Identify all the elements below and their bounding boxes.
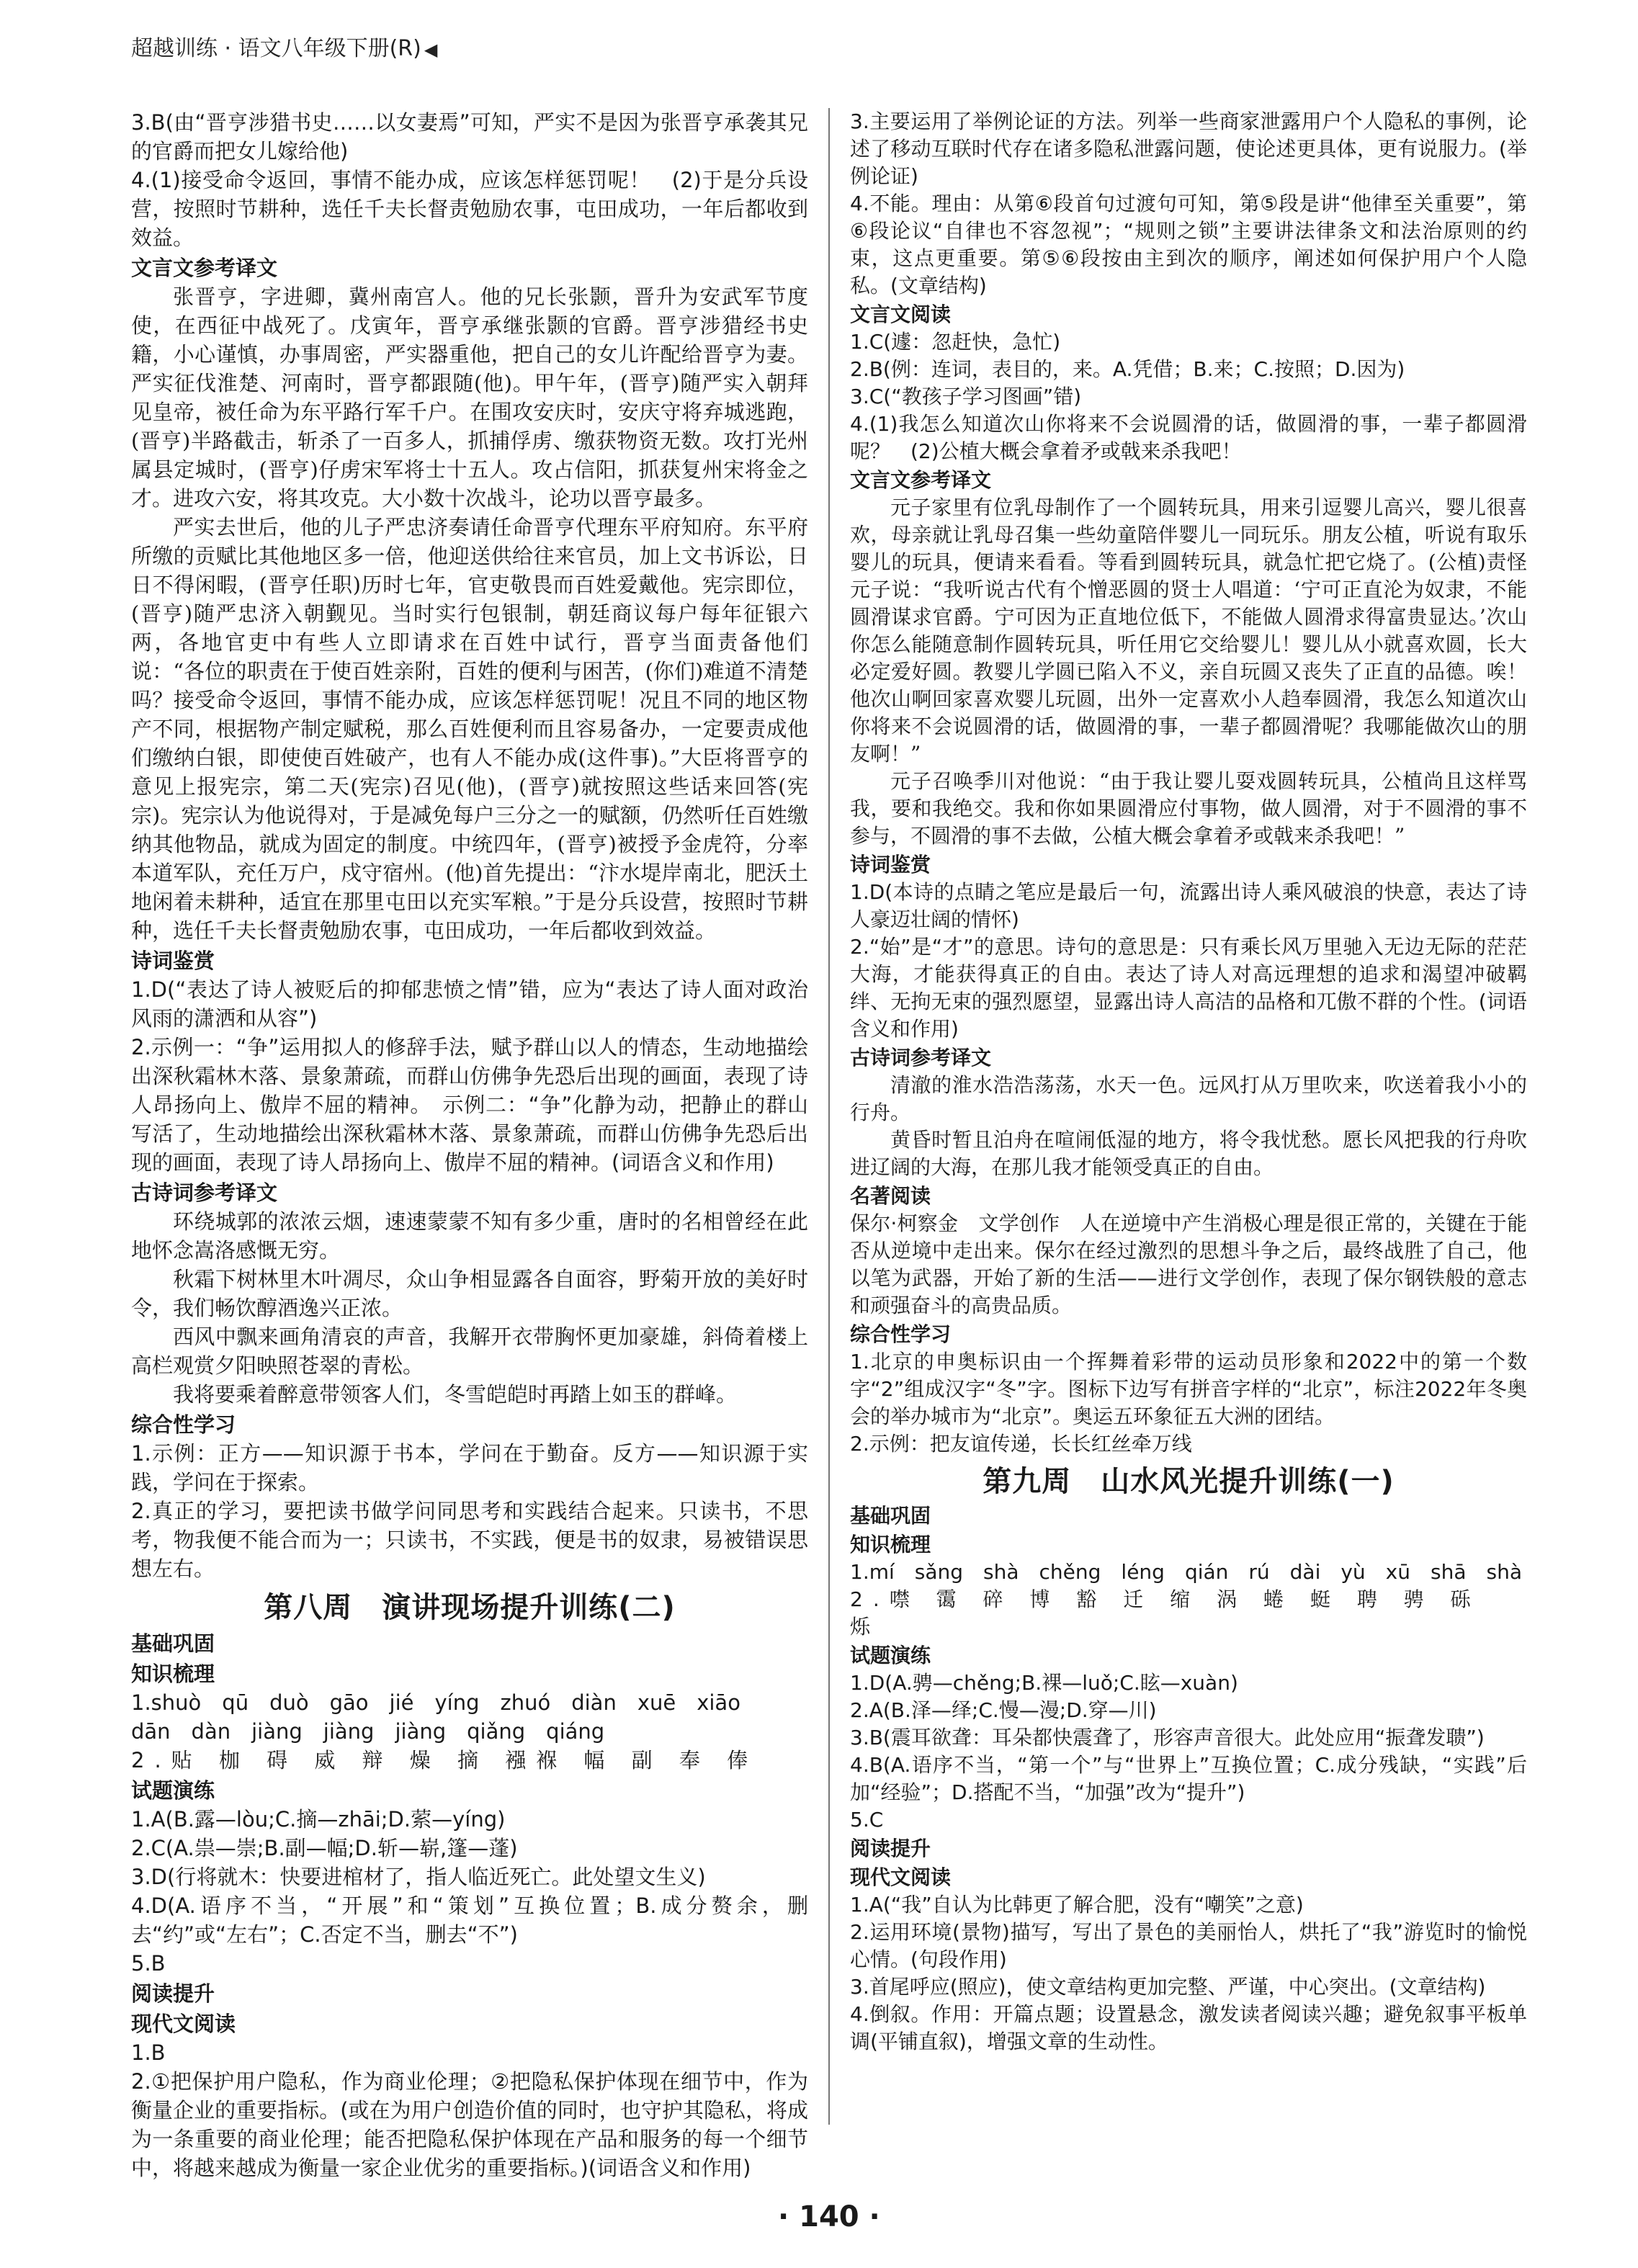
- page-number: · 140 ·: [778, 2200, 880, 2233]
- right-column: [850, 108, 1527, 2056]
- answer-item: 2.运用环境(景物)描写，写出了景色的美丽怡人，烘托了“我”游览时的愉悦心情。(句段作用): [850, 1920, 1527, 1971]
- section-heading: 试题演练: [850, 1644, 931, 1667]
- header-title: 超越训练 · 语文八年级下册(R): [131, 36, 421, 61]
- section-heading: 阅读提升: [850, 1837, 931, 1860]
- answer-item: 2.①把保护用户隐私，作为商业伦理；②把隐私保护体现在细节中，作为衡量企业的重要指标。(或在为用户创造价值的同时，也守护其隐私，将成为一条重要的商业伦理；能否把隐私保护体现在产品和服务的每一个细节中，将越来越成为衡量一家企业优劣的重要指标。)(词语含义和作用): [131, 2069, 808, 2180]
- left-column: [131, 108, 808, 2182]
- translation-paragraph: 张晋亨，字进卿，冀州南宫人。他的兄长张颢，晋升为安武军节度使，在西征中战死了。戊寅年，晋亨承继张颢的官爵。晋亨涉猎经书史籍，小心谨慎，办事周密，严实器重他，把自己的女儿许配给晋亨为妻。严实征伐淮楚、河南时，晋亨都跟随(他)。甲午年，(晋亨)随严实入朝拜见皇帝，被任命为东平路行军千户。在围攻安庆时，安庆守将弃城逃跑，(晋亨)半路截击，斩杀了一百多人，抓捕俘虏、缴获物资无数。攻打光州属县定城时，(晋亨)仔虏宋军将士十五人。攻占信阳，抓获复州宋将金之才。进攻六安，将其攻克。大小数十次战斗，论功以晋亨最多。: [131, 284, 808, 511]
- translation-paragraph: 黄昏时暂且泊舟在喧闹低湿的地方，将令我忧愁。愿长风把我的行舟吹进辽阔的大海，在那儿我才能领受真正的自由。: [850, 1128, 1527, 1179]
- translation-paragraph: 环绕城郭的浓浓云烟，速速蒙蒙不知有多少重，唐时的名相曾经在此地怀念嵩洛感慨无穷。: [131, 1209, 808, 1263]
- answer-item: 1.D(“表达了诗人被贬后的抑郁悲愤之情”错，应为“表达了诗人面对政治风雨的潇洒和从容”): [131, 977, 808, 1031]
- column-divider: [828, 108, 830, 2125]
- section-heading: 知识梳理: [850, 1533, 931, 1556]
- answer-item: 5.C: [850, 1808, 884, 1832]
- answer-item: 1.示例：正方——知识源于书本，学问在于勤奋。反方——知识源于实践，学问在于探索。: [131, 1441, 808, 1494]
- section-heading: 现代文阅读: [850, 1865, 952, 1889]
- section-heading: 阅读提升: [131, 1981, 215, 2006]
- answer-item: 4.(1)我怎么知道次山你将来不会说圆滑的话，做圆滑的事，一辈子都圆滑呢？ (2)公植大概会拿着矛或戟来杀我吧！: [850, 412, 1527, 463]
- section-heading: 文言文阅读: [850, 302, 952, 326]
- answer-item: 4.(1)接受命令返回，事情不能办成，应该怎样惩罚呢！ (2)于是分兵设营，按照时节耕种，选任千夫长督责勉励农事，屯田成功，一年后都收到效益。: [131, 168, 808, 250]
- week-title: 第九周 山水风光提升训练(一): [983, 1465, 1395, 1498]
- pinyin-line: 1.shuò qū duò gāo jié yíng zhuó diàn xuē xiāo: [131, 1690, 740, 1715]
- section-heading: 知识梳理: [131, 1662, 215, 1686]
- section-heading: 古诗词参考译文: [131, 1180, 278, 1205]
- section-heading: 综合性学习: [850, 1322, 952, 1346]
- translation-paragraph: 清澈的淮水浩浩荡荡，水天一色。远风打从万里吹来，吹送着我小小的行舟。: [850, 1073, 1527, 1124]
- section-heading: 综合性学习: [131, 1412, 236, 1437]
- section-heading: 现代文阅读: [131, 2012, 236, 2036]
- running-header: [131, 30, 437, 62]
- section-heading: 试题演练: [131, 1778, 215, 1803]
- triangle-marker-icon: ◀: [424, 40, 438, 60]
- translation-paragraph: 秋霜下树林里木叶凋尽，众山争相显露各自面容，野菊开放的美好时令，我们畅饮醇酒逸兴正浓。: [131, 1267, 808, 1320]
- week-title: 第八周 演讲现场提升训练(二): [264, 1591, 676, 1624]
- answer-item: 4.B(A.语序不当，“第一个”与“世界上”互换位置；C.成分残缺，“实践”后加“经验”；D.搭配不当，“加强”改为“提升”): [850, 1753, 1527, 1804]
- answer-item: 1.D(本诗的点睛之笔应是最后一句，流露出诗人乘风破浪的快意，表达了诗人豪迈壮阔的情怀): [850, 880, 1527, 931]
- answer-item: 3.首尾呼应(照应)，使文章结构更加完整、严谨，中心突出。(文章结构): [850, 1975, 1486, 1999]
- answer-item: 2.A(B.泽—绎;C.慢—漫;D.穿—川): [850, 1698, 1157, 1722]
- answer-item: 3.D(行将就木：快要进棺材了，指人临近死亡。此处望文生义): [131, 1865, 706, 1889]
- section-heading: 基础巩固: [131, 1631, 215, 1656]
- translation-paragraph: 我将要乘着醉意带领客人们，冬雪皑皑时再踏上如玉的群峰。: [173, 1382, 738, 1407]
- answer-item: 2.真正的学习，要把读书做学问同思考和实践结合起来。只读书，不思考，物我便不能合而为一；只读书，不实践，便是书的奴隶，易被错误思想左右。: [131, 1499, 808, 1581]
- pinyin-line: 1.mí sǎng shà chěng léng qián rú dài yù xū shā shà: [850, 1560, 1522, 1584]
- answer-item: 3.B(由“晋亨涉猎书史……以女妻焉”可知，严实不是因为张晋亨承袭其兄的官爵而把女儿嫁给他): [131, 110, 808, 163]
- answer-item: 1.C(遽：忽赶快，急忙): [850, 330, 1061, 354]
- answer-item: 2.“始”是“才”的意思。诗句的意思是：只有乘长风万里驰入无边无际的茫茫大海，才能获得真正的自由。表达了诗人对高远理想的追求和渴望冲破羁绊、无拘无束的强烈愿望，显露出诗人高洁的品格和兀傲不群的个性。(词语含义和作用): [850, 935, 1527, 1041]
- answer-item: 保尔·柯察金 文学创作 人在逆境中产生消极心理是很正常的，关键在于能否从逆境中走出来。保尔在经过激烈的思想斗争之后，最终战胜了自己，他以笔为武器，开始了新的生活——进行文学创作，表现了保尔钢铁般的意志和顽强奋斗的高贵品质。: [850, 1211, 1527, 1317]
- answer-item: 1.北京的申奥标识由一个挥舞着彩带的运动员形象和2022中的第一个数字“2”组成汉字“冬”字。图标下边写有拼音字样的“北京”，标注2022年冬奥会的举办城市为“北京”。奥运五环象征五大洲的团结。: [850, 1350, 1527, 1428]
- pinyin-line: dān dàn jiàng jiàng jiàng qiǎng qiáng: [131, 1719, 605, 1744]
- character-line: 2.贴 枷 碍 威 辩 燥 摘 襁褓 幅 副 奉 俸: [131, 1748, 758, 1772]
- answer-item: 3.主要运用了举例论证的方法。列举一些商家泄露用户个人隐私的事例，论述了移动互联时代存在诸多隐私泄露问题，使论述更具体，更有说服力。(举例论证): [850, 109, 1527, 188]
- section-heading: 诗词鉴赏: [131, 949, 215, 973]
- section-heading: 诗词鉴赏: [850, 853, 931, 877]
- translation-paragraph: 元子家里有位乳母制作了一个圆转玩具，用来引逗婴儿高兴，婴儿很喜欢，母亲就让乳母召集一些幼童陪伴婴儿一同玩乐。朋友公植，听说有取乐婴儿的玩具，便请来看看。等看到圆转玩具，就急忙把它烧了。(公植)责怪元子说：“我听说古代有个憎恶圆的贤士人唱道：‘宁可正直沦为奴隶，不能圆滑谋求官爵。宁可因为正直地位低下，不能做人圆滑求得富贵显达。’次山你怎么能随意制作圆转玩具，听任用它交给婴儿！婴儿从小就喜欢圆，长大必定爱好圆。教婴儿学圆已陷入不义，亲自玩圆又丧失了正直的品德。唉！他次山啊回家喜欢婴儿玩圆，出外一定喜欢小人趋奉圆滑，我怎么知道次山你将来不会说圆滑的话，做圆滑的事，一辈子都圆滑呢？我哪能做次山的朋友啊！”: [850, 496, 1527, 766]
- translation-paragraph: 严实去世后，他的儿子严忠济奏请任命晋亨代理东平府知府。东平府所缴的贡赋比其他地区多一倍，他迎送供给往来官员，加上文书诉讼，日日不得闲暇，(晋亨任职)历时七年，官吏敬畏而百姓爱戴他。宪宗即位，(晋亨)随严忠济入朝觐见。当时实行包银制，朝廷商议每户每年征银六两，各地官吏中有些人立即请求在百姓中试行，晋亨当面责备他们说：“各位的职责在于使百姓亲附，百姓的便利与困苦，(你们)难道不清楚吗？接受命令返回，事情不能办成，应该怎样惩罚呢！况且不同的地区物产不同，根据物产制定赋税，那么百姓便利而且容易备办，一定要责成他们缴纳白银，即使使百姓破产，也有人不能办成(这件事)。”大臣将晋亨的意见上报宪宗，第二天(宪宗)召见(他)，(晋亨)就按照这些话来回答(宪宗)。宪宗认为他说得对，于是减免每户三分之一的赋额，仍然听任百姓缴纳其他物品，就成为固定的制度。中统四年，(晋亨)被授予金虎符，分率本道军队，充任万户，戍守宿州。(他)首先提出：“汴水堤岸南北，肥沃土地闲着未耕种，适宜在那里屯田以充实军粮。”于是分兵设营，按照时节耕种，选任千夫长督责勉励农事，屯田成功，一年后都收到效益。: [131, 515, 808, 943]
- section-heading: 基础巩固: [850, 1504, 931, 1528]
- answer-item: 1.A(“我”自认为比韩更了解合肥，没有“嘲笑”之意): [850, 1893, 1304, 1917]
- answer-item: 4.倒叙。作用：开篇点题；设置悬念，激发读者阅读兴趣；避免叙事平板单调(平铺直叙)，增强文章的生动性。: [850, 2002, 1527, 2053]
- section-heading: 名著阅读: [850, 1184, 931, 1208]
- answer-item: 2.示例一：“争”运用拟人的修辞手法，赋予群山以人的情态，生动地描绘出深秋霜林木落、景象萧疏，而群山仿佛争先恐后出现的画面，表现了诗人昂扬向上、傲岸不屈的精神。 示例二：“争”化静为动，把静止的群山写活了，生动地描绘出深秋霜林木落、景象萧疏，而群山仿佛争先恐后出现的画面，表现了诗人昂扬向上、傲岸不屈的精神。(词语含义和作用): [131, 1035, 808, 1175]
- answer-item: 3.B(震耳欲聋：耳朵都快震聋了，形容声音很大。此处应用“振聋发聩”): [850, 1726, 1485, 1749]
- section-heading: 古诗词参考译文: [850, 1046, 992, 1070]
- answer-item: 2.B(例：连词，表目的，来。A.凭借；B.来；C.按照；D.因为): [850, 357, 1405, 381]
- answer-item: 5.B: [131, 1951, 166, 1976]
- character-line: 2.噤 霭 碎 博 豁 迁 缩 涡 蜷 蜓 聘 骋 砾 烁: [850, 1587, 1481, 1639]
- answer-item: 1.B: [131, 2040, 166, 2065]
- answer-item: 2.示例：把友谊传递，长长红丝牵万线: [850, 1432, 1192, 1456]
- answer-item: 3.C(“教孩子学习图画”错): [850, 385, 1082, 408]
- answer-item: 1.D(A.骋—chěng;B.裸—luǒ;C.眩—xuàn): [850, 1671, 1238, 1695]
- answer-item: 4.不能。理由：从第⑥段首句过渡句可知，第⑤段是讲“他律至关重要”，第⑥段论议“自律也不容忽视”；“规则之锁”主要讲法律条文和法治原则的约束，这点更重要。第⑤⑥段按由主到次的顺序，阐述如何保护用户个人隐私。(文章结构): [850, 192, 1527, 297]
- section-heading: 文言文参考译文: [850, 468, 992, 492]
- answer-item: 4.D(A.语序不当，“开展”和“策划”互换位置；B.成分赘余，删去“约”或“左右”；C.否定不当，删去“不”): [131, 1893, 808, 1947]
- section-heading: 文言文参考译文: [131, 256, 278, 280]
- translation-paragraph: 西风中飘来画角清哀的声音，我解开衣带胸怀更加豪雄，斜倚着楼上高栏观赏夕阳映照苍翠的青松。: [131, 1325, 808, 1378]
- translation-paragraph: 元子召唤季川对他说：“由于我让婴儿耍戏圆转玩具，公植尚且这样骂我，要和我绝交。我和你如果圆滑应付事物，做人圆滑，对于不圆滑的事不参与，不圆滑的事不去做，公植大概会拿着矛或戟来杀我吧！”: [850, 769, 1527, 848]
- answer-item: 2.C(A.祟—崇;B.副—幅;D.斩—崭,篷—蓬): [131, 1836, 518, 1860]
- answer-item: 1.A(B.露—lòu;C.摘—zhāi;D.萦—yíng): [131, 1807, 506, 1832]
